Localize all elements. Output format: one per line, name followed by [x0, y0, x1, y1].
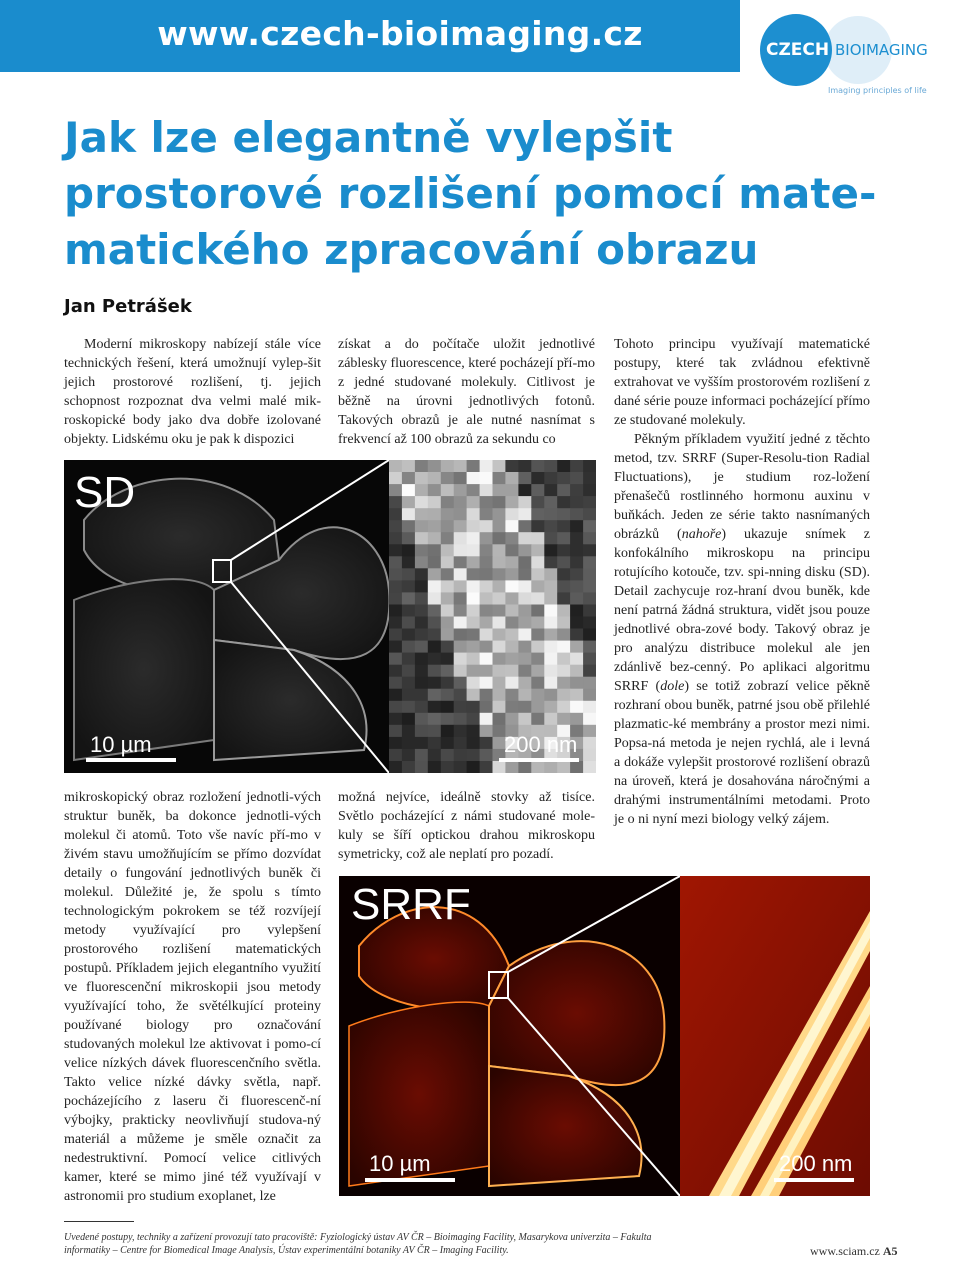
column-3: [614, 335, 870, 829]
paragraph: Moderní mikroskopy nabízejí stále více technických řešení, která umožnují vylep-šit jejich prostorové rozlišení, tj. jejich schopnost rozpoznat dva velmi malé mik-roskopické body jako dva dobře izolované objekty. Lidskému oku je pak k dispozici: [64, 337, 321, 447]
srrf-scale-detail: 200 nm: [779, 1151, 853, 1176]
sd-label: SD: [74, 468, 136, 517]
sd-detail-pixels: [389, 460, 596, 773]
column-1-bottom: [64, 788, 321, 1206]
footer-site[interactable]: www.sciam.cz: [810, 1244, 880, 1258]
page-number: A5: [882, 1244, 898, 1258]
column-1-top: [64, 335, 321, 449]
logo-tagline: Imaging principles of life: [828, 86, 927, 95]
column-2-top: [338, 335, 595, 449]
sd-figure: [64, 460, 596, 773]
paragraph: získat a do počítače uložit jednotlivé záblesky fluorescence, které pocházejí pří-mo z jedné studované molekuly. Citlivost je běžně na úrovni jednotlivých fotonů. Takových obrazů je ale nutné nasnímat s frekvencí až 100 obrazů za sekundu co: [338, 337, 595, 447]
logo-text-bioimaging: BIOIMAGING: [835, 41, 928, 59]
column-2-bottom: [338, 788, 595, 864]
page-footer: [810, 1244, 898, 1259]
czech-bioimaging-logo[interactable]: [760, 14, 950, 96]
sd-scale-main: 10 µm: [90, 732, 152, 757]
sd-scale-detail: 200 nm: [504, 732, 578, 757]
header-url[interactable]: www.czech-bioimaging.cz: [157, 14, 643, 53]
srrf-label: SRRF: [351, 880, 471, 929]
footnote-rule: [64, 1221, 134, 1222]
logo-text-czech: CZECH: [766, 40, 830, 60]
paragraph: Tohoto principu využívají matematické postupy, které tak zvládnou efektivně extrahovat ve vyšším prostorovém rozlišení z dané série pouze informaci pocházející přímo ze studované molekuly.: [614, 337, 870, 428]
srrf-scale-main: 10 µm: [369, 1151, 431, 1176]
sd-image: [64, 460, 596, 773]
srrf-figure: [339, 876, 870, 1196]
footnote: Uvedené postupy, techniky a zařízení provozují tato pracoviště: Fyziologický ústav AV ČR – Bioimaging Facility, Masarykova univerzita – Fakulta informatiky – Centre for Biomedical Image Analysis, Ústav experimentální botaniky AV ČR – Imaging Facility.: [64, 1232, 652, 1256]
paragraph: mikroskopický obraz rozložení jednotli-vých struktur buněk, ba dokonce jednotli-vých molekul či atomů. Toto vše navíc pří-mo v živém stavu umožňujícím se přímo dozvídat detaily o fungování jednotlivých buněk či molekul. Důležité je, že spolu s tímto technologickým pokrokem se též rozvíjejí metody využívající pro vylepšení prostorového rozlišení matematických postupů. Příkladem jejich elegantního využití ve fluorescenční mikroskopii jsou metody využívající toho, že světélkující proteiny používané biology pro označování studovaných molekul lze aktivovat i pomo-cí velice nízkých dávek fluorescenčního světla. Takto velice nízké dávky světla, např. pocházejícího z laseru či fluorescenč-ní výbojky, prakticky neovlivňují studova-ný materiál a můžeme je směle označit za nedestruktivní. Pomocí velice citlivých kamer, které se mimo jiné též využívají v astronomii pro studium exoplanet, lze: [64, 790, 321, 1204]
paragraph: Pěkným příkladem využití jedné z těchto metod, tzv. SRRF (Super-Resolu-tion Radial Fluctuations), je studium roz-ložení přenašečů rostlinného hormonu auxinu v buňkách. Jeden ze série takto nasnímaných obrázků (nahoře) ukazuje snímek z konfokálního mikroskopu na principu rotujícího kotouče, tzv. spi-nning disku (SD). Detail zachycuje roz-hraní dvou buněk, kde není patrná žádná struktura, vidět jsou pouze jednotlivé obra-zové body. Takový obraz je pro analýzu distribuce molekul ale jen zdánlivě bez-cenný. Po aplikaci algoritmu SRRF (dole) se totiž zobrazí velice pěkně rozhraní obou buněk, patrné jsou obě přilehlé plazmatic-ké membrány a prostor mezi nimi. Popsa-ná metoda je nejen rychlá, ale i levná a dokáže vylepšit prostorové rozlišení obrazů na úroveň, která je dosahována náročnými a drahými instrumentálními metodami. Proto je o ni nyní mezi biology velký zájem.: [614, 432, 870, 827]
article-title: Jak lze elegantně vylepšit prostorové rozlišení pomocí mate-matického zpracování obrazu: [64, 113, 877, 274]
article-author: Jan Petrášek: [64, 296, 192, 317]
paragraph: možná nejvíce, ideálně stovky až tisíce. Světlo pocházející z námi studované mole-kuly se šíří optickou drahou mikroskopu symetricky, což ale neplatí pro pozadí.: [338, 790, 595, 862]
